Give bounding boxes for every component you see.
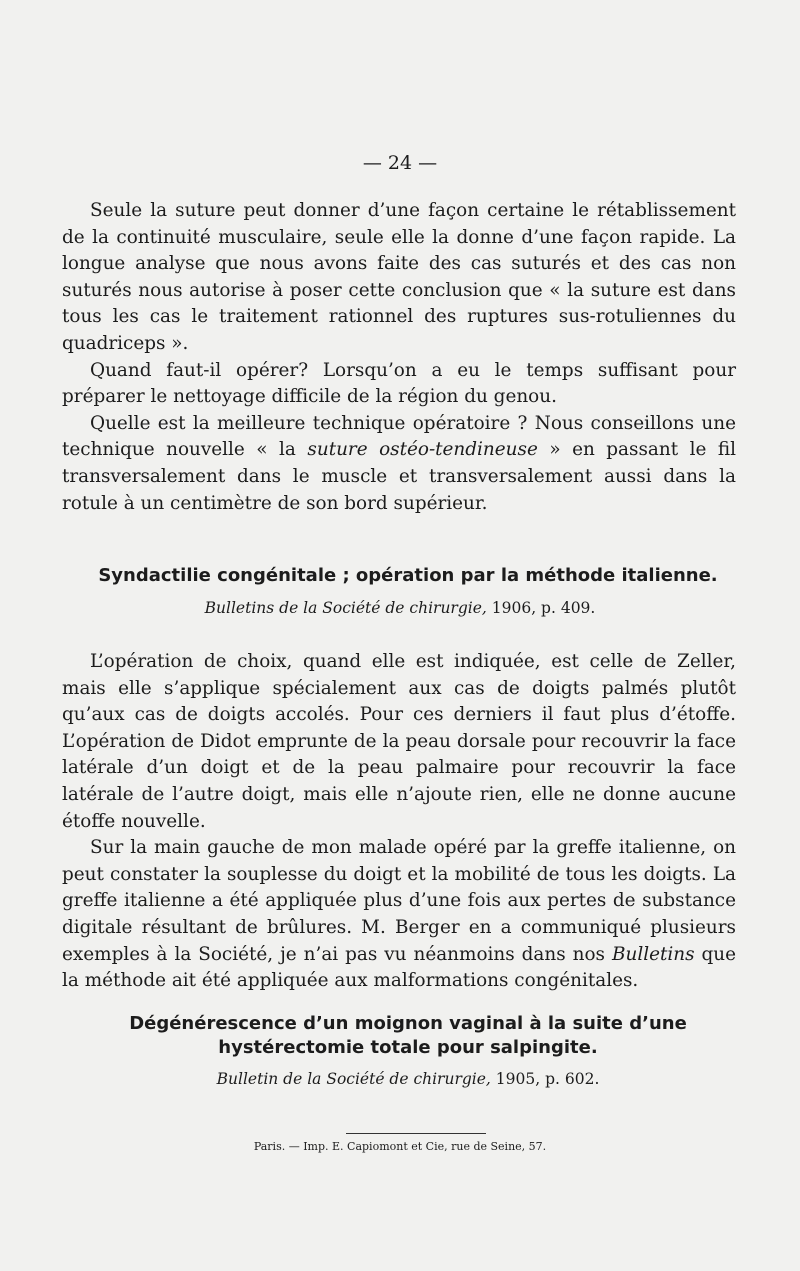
- page-number: — 24 —: [362, 152, 438, 174]
- text-run: » en passant le fil transversalement dans le muscle et transversalement aussi dans la rotule à un centimètre de son bord supérieur.: [62, 439, 736, 514]
- paragraph: [62, 411, 736, 517]
- italic-term: suture ostéo-tendineuse: [307, 439, 538, 461]
- footer-rule: [346, 1133, 486, 1134]
- reference-title: Bulletins de la Société de chirurgie,: [204, 599, 487, 617]
- section-heading-degenerescence: Dégénérescence d’un moignon vaginal à la suite d’une hystérectomie totale pour salpingite.: [129, 1013, 687, 1058]
- reference-detail: 1905, p. 602.: [495, 1070, 600, 1088]
- text-run: Sur la main gauche de mon malade opéré par la greffe italienne, on peut constater la souplesse du doigt et la mobilité de tous les doigts. La greffe italienne a été appliquée plus d’une fois aux pertes de substance digitale résultant de brûlures. M. Berger en a communiqué plusieurs exemples à la Société, je n’ai pas vu néanmoins dans nos: [62, 837, 736, 965]
- section-heading-syndactilie: Syndactilie congénitale ; opération par la méthode italienne.: [98, 565, 718, 586]
- paragraph: Seule la suture peut donner d’une façon certaine le rétablissement de la continuité musculaire, seule elle la donne d’une façon rapide. La longue analyse que nous avons faite des cas suturés et des cas non suturés nous autorise à poser cette conclusion que « la suture est dans tous les cas le traitement rationnel des ruptures sus-rotuliennes du quadriceps ».: [62, 200, 736, 354]
- paragraph: [62, 835, 736, 995]
- paragraph: L’opération de choix, quand elle est indiquée, est celle de Zeller, mais elle s’applique spécialement aux cas de doigts palmés plutôt qu’aux cas de doigts accolés. Pour ces derniers il faut plus d’étoffe. L’opération de Didot emprunte de la peau dorsale pour recouvrir la face latérale d’un doigt et de la peau palmaire pour recouvrir la face latérale de l’autre doigt, mais elle n’ajoute rien, elle ne donne aucune étoffe nouvelle.: [62, 651, 736, 832]
- reference-detail: 1906, p. 409.: [491, 599, 596, 617]
- bibliographic-reference: [8, 1070, 800, 1088]
- text-run: que la méthode ait été appliquée aux malformations congénitales.: [62, 943, 736, 992]
- text-run: Quelle est la meilleure technique opératoire ? Nous conseillons une technique nouvelle « la: [62, 412, 736, 461]
- bibliographic-reference: [0, 599, 800, 617]
- reference-title: Bulletin de la Société de chirurgie,: [216, 1070, 491, 1088]
- paragraph: Quand faut-il opérer? Lorsqu’on a eu le temps suffisant pour préparer le nettoyage difficile de la région du genou.: [62, 359, 736, 408]
- printer-imprint: Paris. — Imp. E. Capiomont et Cie, rue de Seine, 57.: [253, 1140, 547, 1153]
- section-syndactilie: [62, 649, 736, 995]
- section-suture: [62, 198, 736, 517]
- italic-term: Bulletins: [611, 943, 695, 965]
